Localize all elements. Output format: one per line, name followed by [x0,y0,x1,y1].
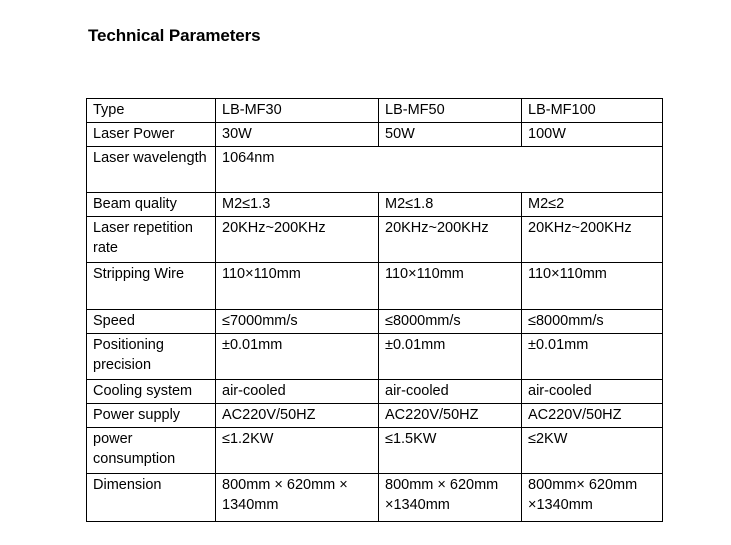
table-cell: AC220V/50HZ [379,404,522,428]
header-cell-model: LB-MF50 [379,99,522,123]
table-cell: 110×110mm [522,263,663,310]
table-row [87,474,663,522]
table-row [87,147,663,193]
table-cell: 20KHz~200KHz [522,217,663,263]
table-cell: 20KHz~200KHz [216,217,379,263]
table-cell: ≤2KW [522,428,663,474]
table-header-row [87,99,663,123]
table-cell: 110×110mm [379,263,522,310]
table-cell: AC220V/50HZ [216,404,379,428]
table-cell: 800mm × 620mm ×1340mm [379,474,522,522]
row-label: Speed [87,310,216,334]
table-cell: ±0.01mm [216,334,379,380]
table-cell: air-cooled [522,380,663,404]
table-cell-merged: 1064nm [216,147,663,193]
table-cell: ≤7000mm/s [216,310,379,334]
technical-parameters-table [86,98,663,522]
row-label: Dimension [87,474,216,522]
table-cell: 110×110mm [216,263,379,310]
table-cell: air-cooled [216,380,379,404]
table-cell: M2≤1.3 [216,193,379,217]
row-label: Positioning precision [87,334,216,380]
table-cell: 20KHz~200KHz [379,217,522,263]
table-cell: M2≤2 [522,193,663,217]
table-cell: AC220V/50HZ [522,404,663,428]
row-label: Cooling system [87,380,216,404]
table-row [87,428,663,474]
table-cell: ±0.01mm [522,334,663,380]
header-cell-model: LB-MF30 [216,99,379,123]
table-cell: 30W [216,123,379,147]
row-label: Laser wavelength [87,147,216,193]
table-cell: 100W [522,123,663,147]
table-row [87,263,663,310]
table-row [87,123,663,147]
table-row [87,217,663,263]
row-label: Beam quality [87,193,216,217]
row-label: Laser repetition rate [87,217,216,263]
table-cell: ≤8000mm/s [379,310,522,334]
table-cell: ≤8000mm/s [522,310,663,334]
table-row [87,334,663,380]
row-label: Stripping Wire [87,263,216,310]
table-cell: 50W [379,123,522,147]
table-row [87,404,663,428]
table-row [87,380,663,404]
table-cell: 800mm× 620mm ×1340mm [522,474,663,522]
row-label: Laser Power [87,123,216,147]
table-cell: air-cooled [379,380,522,404]
page-title: Technical Parameters [88,26,261,45]
table-cell: ±0.01mm [379,334,522,380]
table-cell: M2≤1.8 [379,193,522,217]
table-cell: ≤1.2KW [216,428,379,474]
header-cell-model: LB-MF100 [522,99,663,123]
table-cell: ≤1.5KW [379,428,522,474]
table-row [87,193,663,217]
row-label: Power supply [87,404,216,428]
table-row [87,310,663,334]
header-cell-type: Type [87,99,216,123]
table-cell: 800mm × 620mm × 1340mm [216,474,379,522]
row-label: power consumption [87,428,216,474]
